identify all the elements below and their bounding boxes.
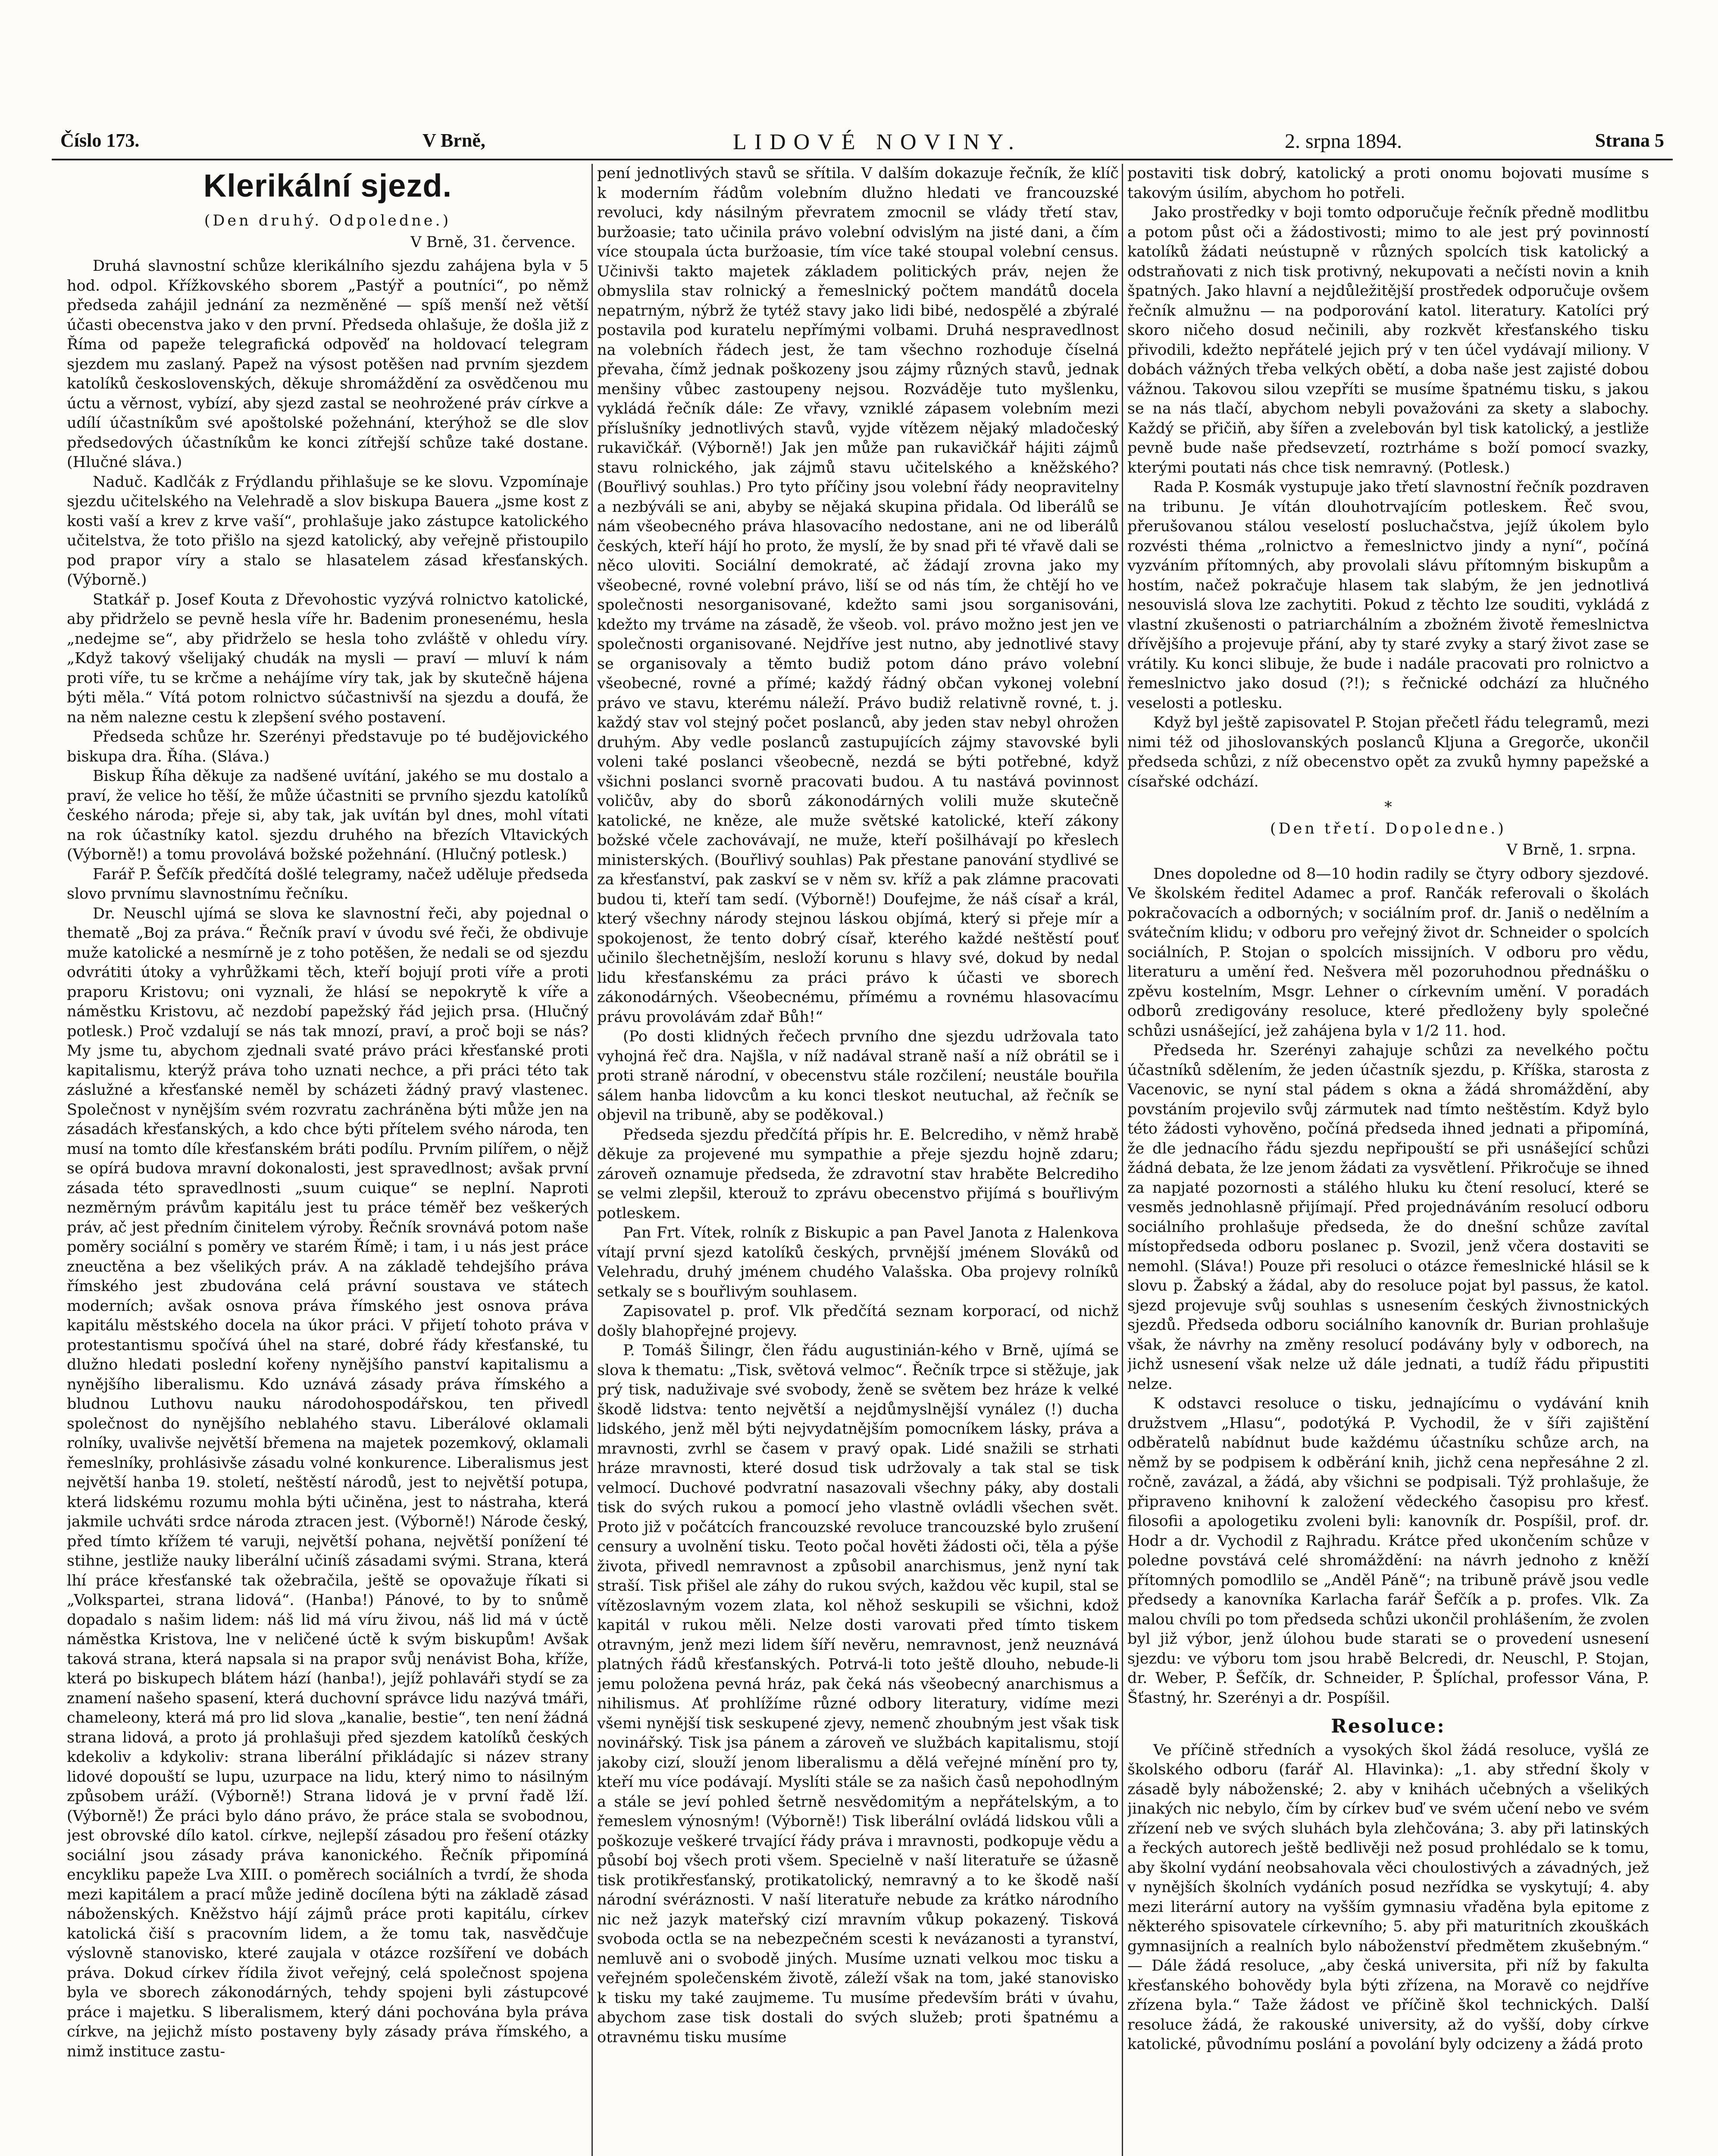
column-3	[1127, 164, 1649, 2156]
paragraph: Statkář p. Josef Kouta z Dřevohostic vyzývá rolnictvo katolické, aby přidrželo se pevně hesla víře hr. Badenim pronesenému, hesla „nedejme se“, aby přidrželo se hesla toho zvláště v ohledu víry. „Když takový všelijaký chudák na mysli — praví — mluví k nám proti víře, tu se krčme a nehájíme víry tak, jak by skutečně hájena býti měla.“ Vítá potom rolnictvo súčastnivší na sjezdu a doufá, že na něm nalezne cestu k zlepšení svého postavení.	[67, 591, 588, 726]
paragraph: pení jednotlivých stavů se sřítila. V dalším dokazuje řečník, že klíč k moderním řádům volebním dlužno hledati ve francouzské revoluci, kdy násilným převratem zmocnil se vlády třetí stav, buržoasie; tato učinila právo volební odvislým na jisté dani, a čím více stoupala úcta buržoasie, tím více také stoupal volební census. Učinivši takto majetek základem politických práv, nejen že obmyslila stav rolnický a řemeslnický počtem mandátů docela nepatrným, nýbrž že tytéž stavy jako lidi bibé, nedospělé a zbýralé postavila pod kuratelu nepřímými volbami. Druhá nespravedlnost na volebních řádech jest, že tam všechno rozhoduje číselná převaha, čímž jednak poškozeny jsou zájmy různých stavů, jednak menšiny vůbec zastoupeny nejsou. Rozváděje tuto myšlenku, vykládá řečník dále: Ze vřavy, vzniklé zápasem volebním mezi příslušníky jednotlivých stavů, vyjde vítězem nějaký mladočeský rukavičkář. (Výborně!) Jak jen může pan rukavičkář hájiti zájmů stavu rolnického, jak zájmů stavu učitelského a kněžského? (Bouřlivý souhlas.) Pro tyto příčiny jsou volební řády neopravitelny a nezbýváli se ani, abyby se nějaká skupina přidala. Od liberálů se nám všeobecného práva hlasovacího nedostane, ani ne od liberálů českých, kteří hájí ho proto, že myslí, že by snad při té vřavě dali se něco uloviti. Sociální demokraté, ač žádají zrovna jako my všeobecné, rovné volební právo, liší se od nás tím, že chtějí ho ve společnosti nesorganisované, kdežto sami jsou sorganisováni, kdežto my trváme na zásadě, že všeob. vol. právo možno jest jen ve společnosti organisované. Nejdříve jest nutno, aby jednotlivé stavy se organisovaly a těmto budiž potom dáno právo volební všeobecné, rovné a přímé; každý řádný občan vykonej volební právo ve stavu, kterému náleží. Právo budiž relativně rovné, t. j. každý stav vol stejný počet poslanců, aby jeden stav nebyl ohrožen druhým. Aby vedle poslanců zastupujících zájmy stavovské byli voleni také poslanci všeobecně, nezdá se býti potřebné, když všichni poslanci svorně pracovati budou. A tu nastává povinnost voličův, aby do sborů zákonodárných volili muže skutečně katolické, ne kněze, ale muže světské katolické, kteří zákony božské včele zachovávají, ne muže, kteří pošilhávají po křeslech ministerských. (Bouřlivý souhlas) Pak přestane panování stydlivé se za křesťanství, pak zaskví se v něm sv. kříž a pak zlámne pracovati budou ti, kteří tam sedí. (Výborně!) Doufejme, že náš císař a král, který všechny národy stejnou láskou objímá, který si přeje mír a spokojenost, že tento dobrý císař, kterého každé neštěstí pouť učinilo šlechetnějším, nesloží korunu s hlavy své, dokud by nedal lidu křesťanskému za práci právo k účasti ve sborech zákonodárných. Všeobecnému, přímému a rovnému hlasovacímu právu provolávám zdař Bůh!“	[597, 165, 1119, 1026]
paragraph: Dnes dopoledne od 8—10 hodin radily se čtyry odbory sjezdové. Ve školském ředitel Adamec a prof. Rančák referovali o školách pokračovacích a odborných; v sociálním prof. dr. Janiš o nedělním a svátečním klidu; v odboru pro veřejný život dr. Schneider o spolcích sociálních, P. Stojan o spolcích missijních. V odboru pro vědu, literaturu a umění řed. Nešvera měl pozoruhodnou přednášku o zpěvu kostelním, Msgr. Lehner o církevním umění. V poradách odborů zredigovány resoluce, které předloženy byly společné schůzi usnášející, jež zahájena byla v 1/2 11. hod.	[1127, 865, 1649, 1040]
paragraph: Jako prostředky v boji tomto odporučuje řečník předně modlitbu a potom půst oči a žádostivosti; mimo to ale jest prý povinností katolíků žádati neústupně v různých spolcích tisk katolický a odstraňovati z nich tisk protivný, nekupovati a nečísti novin a knih špatných. Jako hlavní a nejdůležitější prostředek odporučuje ovšem řečník almužnu — na podporování katol. literatury. Katolíci prý skoro ničeho dosud nečinili, aby rozkvět křesťanského tisku přivodili, kdežto nepřátelé jejich prý v ten účel vydávají miliony. V dobách vážných třeba velkých obětí, a doba naše jest zajisté dobou vážnou. Takovou silou vzepříti se musíme špatnému tisku, s jakou se na nás tlačí, abychom nebyli považováni za skety a slabochy. Každý se přičiň, aby šířen a zvelebován byl tisk katolický, a jestliže pevně bude naše předsevzetí, roztrháme s boží pomocí svazky, kterými poutati nás chce tisk nemravný. (Potlesk.)	[1127, 204, 1649, 476]
paragraph: Zapisovatel p. prof. Vlk předčítá seznam korporací, od nichž došly blahopřejné projevy.	[597, 1303, 1119, 1340]
paragraph: Biskup Říha děkuje za nadšené uvítání, jakého se mu dostalo a praví, že velice ho těší, že může účastniti se prvního sjezdu katolíků českého národa; přeje si, aby tak, jak uvítán byl dnes, mohl vítati na rok účastníky katol. sjezdu druhého na březích Vltavických (Výborně!) a tomu provolává božské požehnání. (Hlučný potlesk.)	[67, 768, 588, 863]
article-subtitle: (Den druhý. Odpoledne.)	[204, 212, 451, 229]
paragraph: Rada P. Kosmák vystupuje jako třetí slavnostní řečník pozdraven na tribunu. Je vítán dlouhotrvajícím potleskem. Řeč svou, přerušovanou stálou veselostí posluchačstva, jejíž úkolem bylo rozvésti théma „rolnictvo a řemeslnictvo jindy a nyní“, počíná vyzváním přítomných, aby provolali slávu přítomným biskupům a hostím, načež pokračuje hlasem tak slabým, že jen jednotlivá nesouvislá slova lze zachytiti. Pokud z těchto lze souditi, vykládá z vlastní zkušenosti o patriarchálním a zbožném životě řemeslnictva dřívějšího a projevuje přání, aby ty staré zvyky a starý život zase se vrátily. Ku konci slibuje, že bude i nadále pracovati pro rolnictvo a řemeslnictvo jako dosud (?!); s řečnické odchází za hlučného veselosti a potlesku.	[1127, 479, 1649, 712]
paragraph: Druhá slavnostní schůze klerikálního sjezdu zahájena byla v 5 hod. odpol. Křížkovského sborem „Pastýř a poutníci“, po němž předseda zahájil jednání za nezměněné — spíš menší než větší účasti obecenstva jako v den první. Předseda ohlašuje, že došla již z Říma od papeže telegrafická odpověď na holdovací telegram sjezdem mu zaslaný. Papež na výsost potěšen nad prvním sjezdem katolíků československých, děkuje shromáždění za osvědčenou mu úctu a věrnost, vybízí, aby sjezd zastal se neohrožené práv církve a udílí účastníkům své apoštolské požehnání, kterýhož se dle slov předsedových účastníkům ke konci zítřejší schůze také dostane. (Hlučné sláva.)	[67, 257, 588, 471]
paragraph: Předseda hr. Szerényi zahajuje schůzi za nevelkého počtu účastníků sdělením, že jeden účastník sjezdu, p. Kříška, starosta z Vacenovic, se nyní stal pádem s okna a žádá shromáždění, aby povstáním projevilo svůj zármutek nad tímto neštěstím. Když bylo této žádosti vyhověno, počíná předseda ihned jednati a připomíná, že dle jednacího řádu sjezdu nepřipouští se při usnášející schůzi žádná debata, že lze jenom žádati za vysvětlení. Přikročuje se ihned za napjaté pozornosti a stálého hluku ku čtení resolucí, které se vesměs jednohlasně přijímají. Před projednáváním resolucí odboru sociálního prohlašuje předseda, že do dnešní schůze zavítal místopředseda odboru poslanec p. Svozil, jenž včera dostaviti se nemohl. (Sláva!) Pouze při resoluci o otázce řemeslnické hlásil se k slovu p. Žabský a žádal, aby do resoluce pojat byl passus, že katol. sjezd projevuje svůj souhlas s usnesením českých živnostnických sjezdů. Předseda odboru sociálního kanovník dr. Burian prohlašuje však, že návrhy na změny resolucí podávány byly v odborech, na jichž usnesení však nelze už dále jednati, a tudíž řádu připustiti nelze.	[1127, 1042, 1649, 1393]
issue-date: 2. srpna 1894.	[1285, 130, 1402, 153]
paragraph: Předseda sjezdu předčítá přípis hr. E. Belcrediho, v němž hrabě děkuje za projevené mu sympathie a přeje sjezdu hojně zdaru; zároveň oznamuje předseda, že zdravotní stav hraběte Belcrediho se velmi zlepšil, kterouž to zprávu obecenstvo přijímá s bouřlivým potleskem.	[597, 1126, 1119, 1222]
newspaper-title: LIDOVÉ NOVINY.	[733, 130, 1022, 154]
article-headline: Klerikální sjezd.	[203, 168, 452, 204]
page-number: Strana 5	[1595, 130, 1664, 151]
city: V Brně,	[422, 130, 485, 151]
paragraph: (Po dosti klidných řečech prvního dne sjezdu udržovala tato vyhojná řeč dra. Najšla, v níž nadával straně naší a níž obrátil se i proti straně národní, v obecenstvu stále rozčilení; neustále bouřila sálem hanba lidovcům a ku konci tleskot neutuchal, až řečník se objevil na tribuně, aby se poděkoval.)	[597, 1028, 1119, 1124]
issue-number: Číslo 173.	[60, 130, 140, 151]
paragraph: Farář P. Šefčík předčítá došlé telegramy, načež uděluje předseda slovo prvnímu slavnostnímu řečníku.	[67, 865, 588, 903]
column-2	[597, 164, 1119, 2156]
header-rule	[52, 159, 1673, 160]
column-divider	[591, 164, 593, 2156]
paragraph: Když byl ještě zapisovatel P. Stojan přečetl řádu telegramů, mezi nimi též od jihoslovanských poslanců Kljuna a Gregorče, ukončil předseda schůzi, z níž obecenstvo opět za zvuků hymny papežské a císařské odchází.	[1127, 714, 1649, 790]
paragraph: postaviti tisk dobrý, katolický a proti onomu bojovati musíme s takovým úsilím, abychom ho potřeli.	[1127, 165, 1649, 202]
section-separator-star-icon: *	[1384, 799, 1392, 816]
day3-dateline: V Brně, 1. srpna.	[1506, 841, 1636, 859]
paragraph: Naduč. Kadlčák z Frýdlandu přihlašuje se ke slovu. Vzpomínaje sjezdu učitelského na Velehradě a slov biskupa Bauera „jsme kost z kosti vaší a krev z krve vaší“, prohlašuje jako zástupce katolického učitelstva, že toto přišlo na sjezd katolický, aby veřejně přistoupilo pod prapor víry a stalo se hlasatelem zásad křesťanských. (Výborně.)	[67, 473, 588, 589]
paragraph: Ve příčině středních a vysokých škol žádá resoluce, vyšlá ze školského odboru (farář Al. Hlavinka): „1. aby střední školy v zásadě byly náboženské; 2. aby v knihách učebných a všelikých jinakých nic nebylo, čím by církev buď ve svém učení nebo ve svém zřízení neb ve svých sluhách byla zlehčována; 3. aby při latinských a řeckých autorech ještě bedlivěji než posud prohlédalo se k tomu, aby školní vydání neobsahovala věci choulostivých a závadných, jež v nynějších školních vydáních posud nezřídka se vyskytují; 4. aby mezi literární autory na vyšším gymnasiu vřaděna byla epitome z některého spisovatele církevního; 5. aby při maturitních zkouškách gymnasijních a realních bylo náboženství předmětem zkušebným.“ — Dále žádá resoluce, „aby česká universita, při níž by fakulta křesťanského bohovědy byla býti zřízena, na Moravě co nejdříve zřízena byla.“ Taže žádost ve příčině škol technických. Další resoluce žádá, že rakouské university, až do vyšší, doby církve katolické, původnímu poslání a povolání byly odcizeny a žádá proto	[1127, 1741, 1649, 2053]
paragraph: Pan Frt. Vítek, rolník z Biskupic a pan Pavel Janota z Halenkova vítají první sjezd katolíků českých, prvnější jménem Slováků od Velehradu, druhý jménem chudého Valašska. Oba projevy rolníků setkaly se s bouřlivým souhlasem.	[597, 1224, 1119, 1300]
column-1	[67, 164, 588, 2156]
article-dateline: V Brně, 31. července.	[410, 233, 576, 251]
column-divider	[1122, 164, 1123, 2156]
day3-heading: (Den třetí. Dopoledne.)	[1270, 820, 1507, 837]
resolutions-heading: Resoluce:	[1331, 1715, 1446, 1737]
paragraph: Dr. Neuschl ujímá se slova ke slavnostní řeči, aby pojednal o thematě „Boj za práva.“ Řečník praví v úvodu své řeči, že obdivuje muže katolické a nesmírně je z toho potěšen, že nedali se od sjezdu odvrátiti útoky a vyhrůžkami těch, kteří bojují proti víře a proti praporu Kristovu; oni vyznali, že hlásí se nepokrytě k víře a náměstku Kristovu, ač nezdobí papežský řád jejich prsa. (Hlučný potlesk.) Proč vzdalují se nás tak mnozí, praví, a proč boji se nás? My jsme tu, abychom zjednali svaté právo práci křesťanské proti kapitalismu, kterýž práva toho uznati nechce, a při práci této tak záslužné a křesťanské neměl by scházeti žádný pravý vlastenec. Společnost v nynějším svém rozvratu zachráněna býti může jen na zásadách křesťanských, a kdo chce býti přítelem svého národa, ten musí na tomto díle křesťanském bráti podílu. Prvním pilířem, o nějž se opírá budova mravní dokonalosti, jest spravedlnost; avšak první zásada této spravedlnosti „suum cuique“ se neplní. Naproti nezměrným právům kapitálu jest tu práce téměř bez veškerých práv, ač jest předním činitelem výroby. Řečník srovnává potom naše poměry sociální s poměry ve starém Římě; i tam, i u nás jest práce zneuctěna a bez všelikých práv. A na základě tehdejšího práva římského jest zbudována celá právní soustava ve státech moderních; avšak osnova práva římského jest osnova práva kapitálu městského docela na úkor práci. V přijetí tohoto práva v protestantismu spočívá úhel na staré, dobré řády křesťanské, tu dlužno hledati poslední kořeny nynějšího panství kapitalismu a nynějšího liberalismu. Kdo uznává zásady práva římského a bludnou Luthovu nauku národohospodářskou, ten přivedl společnost do nynějšího neblahého stavu. Liberálové oklamali rolníky, uvalivše největší břemena na majetek pozemkový, oklamali řemeslníky, prohlásivše zásadu volné konkurence. Liberalismus jest největší hanba 19. století, neštěstí národů, jest to největší potupa, která lidskému rozumu mohla býti učiněna, jest to nástraha, která jakmile uchváti srdce národa ztracen jest. (Výborně!) Národe český, před tímto křížem té varuji, největší pohana, největší ponížení té stihne, jestliže nauky liberální učiníš zásadami svými. Strana, která lhí práce křesťanské tak ožebračila, ještě se opovažuje říkati si „Volkspartei, strana lidová“. (Hanba!) Pánové, to by to snůmě dopadalo s našim lidem: náš lid má víru živou, náš lid má v úctě náměstka Kristova, lne v neličené úctě k svým biskupům! Avšak taková strana, která napsala si na prapor svůj nenávist Boha, kříže, která po biskupech blátem hází (hanba!), jejíž pohlaváři stydí se za znamení našeho spasení, která duchovní správce lidu nazývá tmáři, chameleony, která má pro lid slova „kanalie, bestie“, ten není žádná strana lidová, a proto já prohlašuji před sjezdem katolíků českých kdekoliv a kdykoliv: strana liberální přikládajíc si název strany lidové dopouští se lupu, uzurpace na lidu, který nimo to násilným způsobem uráží. (Výborně!) Strana lidová je v první řadě lží. (Výborně!) Že práci bylo dáno právo, že práce stala se svobodnou, jest obrovské dílo katol. církve, nejlepší zásadou pro řešení otázky sociální jsou zásady práva kanonického. Řečník připomíná encykliku papeže Lva XIII. o poměrech sociálních a tvrdí, že shoda mezi kapitálem a prací může jedině docílena býti na základě zásad náboženských. Kněžstvo hájí zájmů práce proti kapitálu, církev katolická čiší s pracovním lidem, a že tomu tak, nasvědčuje výslovně stanovisko, které zaujala v otázce rozšíření ve dobách práva. Dokud církev řídila život veřejný, celá společnost spojena byla ve sborech zákonodárných, tehdy spojeni byli zástupcové práce i majetku. S liberalismem, který dáni pochována byla práva církve, na jejichž místo postaveny byly zásady práva římského, a nimž instituce zastu-	[67, 905, 588, 2060]
paragraph: K odstavci resoluce o tisku, jednajícímu o vydávání knih družstvem „Hlasu“, podotýká P. Vychodil, že v šíři zajištění odběratelů nabídnut bude každému účastníku schůze arch, na němž by se podpisem k odběrání knih, jichž cena nepřesáhne 2 zl. ročně, zavázal, a žádá, aby všichni se podpisali. Týž prohlašuje, že připraveno knihovní k založení vědeckého časopisu pro křesť. filosofii a apologetiku zvoleni byli: kanovník dr. Pospíšil, prof. dr. Hodr a dr. Vychodil z Rajhradu. Krátce před ukončením schůze v poledne povstává celé shromáždění: na návrh jednoho z kněží přítomných pomodlilo se „Anděl Páně“; na tribuně právě jsou vedle předsedy a kanovníka Karlacha farář Šefčík a p. profes. Vlk. Za malou chvíli po tom předseda schůzi ukončil prohlášením, že zvolen byl již výbor, jenž úlohou bude starati se o provedení usnesení sjezdu: ve výboru tom jsou hrabě Belcredi, dr. Neuschl, P. Stojan, dr. Weber, P. Šefčík, dr. Schneider, P. Šplíchal, professor Vána, P. Šťastný, hr. Szerényi a dr. Pospíšil.	[1127, 1395, 1649, 1707]
paragraph: P. Tomáš Šilingr, člen řádu augustinián-kého v Brně, ujímá se slova k thematu: „Tisk, světová velmoc“. Řečník trpce si stěžuje, jak prý tisk, naduživaje své svobody, ženě se světem bez hráze k velké škodě lidstva: tento největší a nejdůmyslnější vynález (!) ducha lidského, jenž měl býti nejvydatnějším pomocníkem lásky, práva a mravnosti, zvrhl se časem v pravý opak. Lidé snažili se strhati hráze mravnosti, které dosud tisk udržovaly a tak stal se tisk velmocí. Duchové podvratní nasazovali všechny páky, aby dostali tisk do svých rukou a pomocí jeho vlastně ovládli všechen svět. Proto již v počátcích francouzské revoluce trancouzské bylo zrušení censury a uvolnění tisku. Teoto počal hověti žádosti oči, těla a pýše života, přivedl nemravnost a způsobil anarchismus, jenž nyní tak straší. Tisk přišel ale záhy do rukou svých, každou věc kupil, stal se vítězoslavným vozem zlata, kol něhož seskupili se všichni, kdož kapitál v rukou měli. Nelze dosti varovati před tímto tiskem otravným, jenž mezi lidem šíří nevěru, nemravnost, jenž neuznává platných řádů křesťanských. Potrvá-li toto ještě dlouho, nebude-li jemu položena pevná hráz, pak čeká nás všeobecný anarchismus a nihilismus. Ať prohlížíme různé odbory literatury, vidíme mezi všemi nynější tisk seskupené zjevy, nemenč zhoubným jest však tisk novinářský. Tisk jsa pánem a zároveň ve službách kapitalismu, stojí jakoby cizí, slouží jenom liberalismu a dělá veřejné mínění pro ty, kteří mu více podávají. Myslíti stále se za našich časů nepohodlným a stále se jeví pohled šetrně nesvědomitým a nepřátelským, a to řemeslem výnosným! (Výborně!) Tisk liberální ovládá lidskou vůli a poškozuje veškeré trvající řády práva i mravnosti, podkopuje vědu a působí boj všech proti všem. Specielně v naší literatuře se úžasně tisk protikřesťanský, protikatolický, nemravný a to ke škodě naší národní svéráznosti. V naší literatuře nebude za krátko národního nic než jazyk mateřský cizí mravním vůkup pokazený. Tisková svoboda octla se na nebezpečném scesti k nevázanosti a tyranství, nemluvě ani o svobodě jiných. Musíme uznati velkou moc tisku a veřejném společenském životě, záleží však na tom, jaké stanovisko k tisku my také zaujmeme. Tu musíme především bráti v úvahu, abychom zase tisk dostali do svých služeb; proti špatnému a otravnému tisku musíme	[597, 1342, 1119, 2046]
paragraph: Předseda schůze hr. Szerényi představuje po té budějovického biskupa dra. Říha. (Sláva.)	[67, 728, 588, 765]
